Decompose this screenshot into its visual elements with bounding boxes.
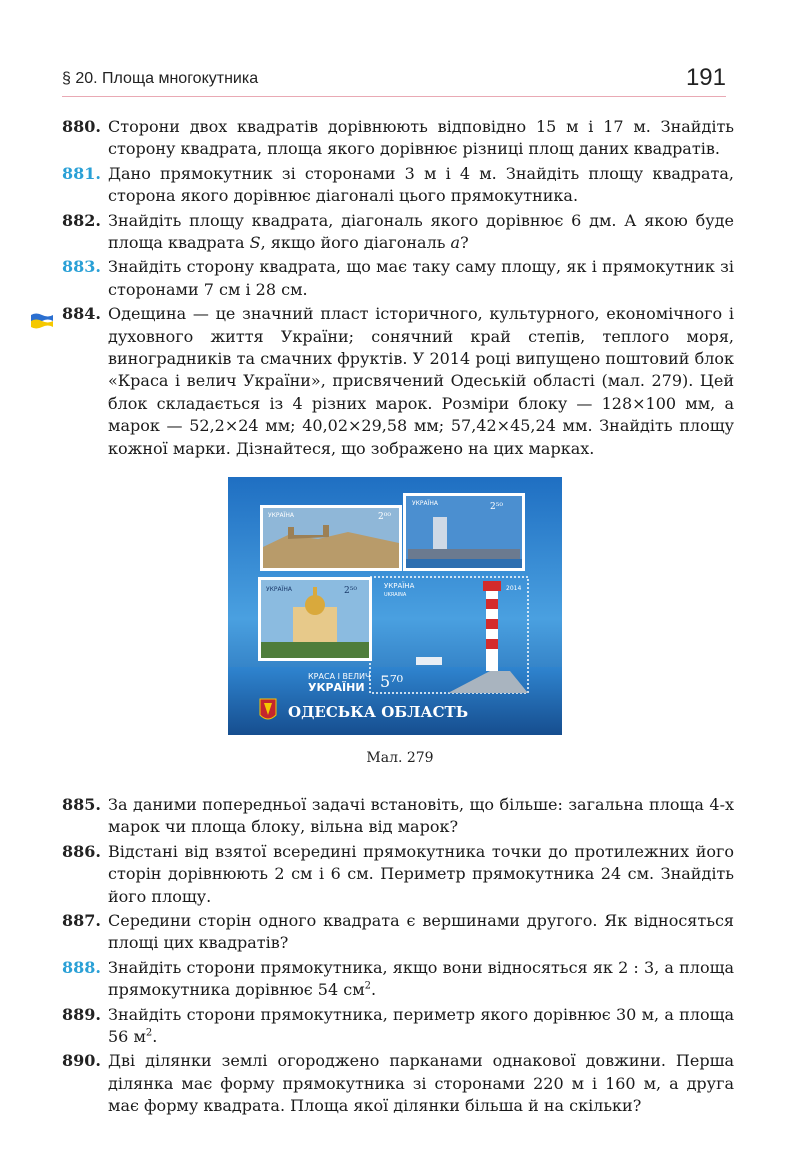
text-part: Знайдіть сторони прямокутника, якщо вони відносяться як 2 : 3, а площа прямокутника дорівнює 54 см [108,957,734,1000]
page-number: 191 [685,64,726,91]
figure-caption: Мал. 279 [366,750,434,766]
superscript: 2 [364,980,372,992]
problem-text [108,210,734,255]
problem-number: 888. [62,957,101,977]
problem-text: Відстані від взятої всередині прямокутника точки до протилежних його сторін дорівнюють 2 см і 6 см. Периметр прямокутника 24 см. Знайдіть його площу. [108,841,734,906]
stamp-sheet-figure [228,477,562,735]
problem-number: 881. [62,163,101,183]
variable-a: a [450,233,461,253]
problem-list-top [62,116,734,462]
svg-text:UKRAINA: UKRAINA [384,592,407,598]
problem-text: Дано прямокутник зі сторонами 3 м і 4 м. Знайдіть площу квадрата, сторона якого дорівнює діагоналі цього прямокутника. [108,163,734,206]
problem-text: Середини сторін одного квадрата є вершинами другого. Як відносяться площі цих квадратів? [108,911,734,953]
problem-883 [62,256,734,301]
stamp-fortress [260,505,402,571]
problem-text [108,1004,734,1049]
coat-of-arms-icon [260,699,276,719]
svg-text:УКРАЇНА: УКРАЇНА [412,500,439,507]
problem-text: Одещина — це значний пласт історичного, культурного, економічного і духовного життя України; сонячний край степів, теплого моря, виноградників та смачних фруктів. У 2014 році випущено поштовий блок «Краса і велич України», присвячений Одеській області (мал. 279). Цей блок складається із 4 різних марок. Розміри блоку — 128×100 мм, а марок — 52,2×24 мм; 40,02×29,58 мм; 57,42×45,24 мм. Знайдіть площу кожної марки. Дізнайтеся, що зображено на цих марках. [108,304,734,458]
sheet-title-2: УКРАЇНИ [308,681,365,694]
svg-text:2014: 2014 [506,585,522,592]
problem-text: За даними попередньої задачі встановіть, що більше: загальна площа 4-х марок чи площа блоку, вільна від марок? [108,795,734,837]
text-part: Знайдіть сторони прямокутника, периметр якого дорівнює 30 м, а площа 56 м [108,1004,734,1047]
sheet-title-1: КРАСА І ВЕЛИЧ [308,672,371,681]
problem-number: 882. [62,210,101,230]
problem-889 [62,1004,734,1049]
problem-list-bottom [62,794,734,1120]
problem-884 [62,303,734,460]
svg-text:2⁵⁰: 2⁵⁰ [490,502,503,512]
text-part: Знайдіть площу квадрата, діагональ якого дорівнює 6 дм. А якою буде площа квадрата [108,210,734,253]
stamp-port [403,493,525,571]
text-part: . [371,980,377,1000]
svg-text:2⁵⁰: 2⁵⁰ [344,586,357,596]
problem-number: 886. [62,841,101,861]
problem-text [108,957,734,1002]
problem-880 [62,116,734,161]
problem-887 [62,910,734,955]
region-title: ОДЕСЬКА ОБЛАСТЬ [288,703,469,721]
superscript: 2 [145,1027,153,1039]
problem-885 [62,794,734,839]
variable-s: S [249,233,261,253]
svg-text:5⁷⁰: 5⁷⁰ [380,672,404,691]
svg-text:УКРАЇНА: УКРАЇНА [268,512,295,519]
problem-890 [62,1050,734,1117]
svg-text:УКРАЇНА: УКРАЇНА [266,586,293,593]
problem-text: Знайдіть сторону квадрата, що має таку саму площу, як і прямокутник зі сторонами 7 см і 28 см. [108,257,734,299]
problem-886 [62,841,734,908]
problem-text: Сторони двох квадратів дорівнюють відповідно 15 м і 17 м. Знайдіть сторону квадрата, площа якого дорівнює різниці площ даних квадратів. [108,117,734,159]
problem-882 [62,210,734,255]
problem-888 [62,957,734,1002]
svg-text:2⁰⁰: 2⁰⁰ [378,512,391,522]
svg-text:УКРАЇНА: УКРАЇНА [384,582,415,590]
problem-number: 887. [62,911,101,931]
problem-881 [62,163,734,208]
problem-text: Дві ділянки землі огороджено парканами однакової довжини. Перша ділянка має форму прямокутника зі сторонами 220 м і 160 м, а друга має форму квадрата. Площа якої ділянки більша й на скільки? [108,1051,734,1116]
problem-number: 890. [62,1051,101,1071]
text-part: , якщо його діагональ [260,233,451,253]
stamp-cathedral [258,577,372,661]
problem-number: 889. [62,1004,101,1024]
ukraine-flag-icon [30,312,54,330]
page-header [62,66,726,97]
section-title: § 20. Площа многокутника [62,70,259,87]
problem-number: 884. [62,304,101,324]
text-part: . [152,1027,158,1047]
problem-number: 883. [62,257,101,277]
text-part: ? [460,233,469,253]
problem-number: 880. [62,117,101,136]
problem-number: 885. [62,795,101,814]
